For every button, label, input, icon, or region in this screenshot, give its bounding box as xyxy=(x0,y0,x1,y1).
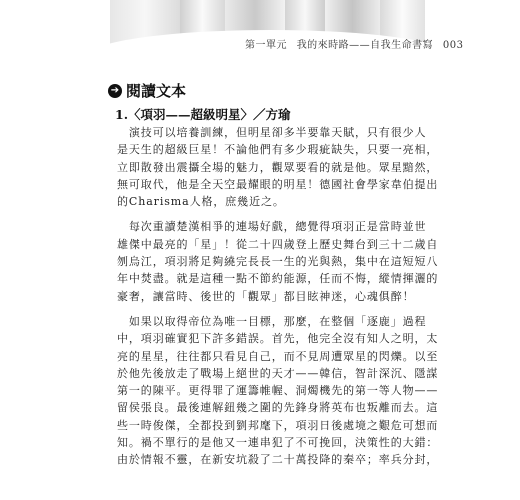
article-title: 1.〈項羽——超級明星〉／方瑜 xyxy=(115,107,291,122)
circled-arrow-icon: ➔ xyxy=(108,84,122,98)
page-number: 003 xyxy=(442,40,464,51)
text-line: 中，項羽確實犯下許多錯誤。首先，他完全沒有知人之明，太 xyxy=(117,332,439,346)
text-line: 留侯張良。最後連解鈕幾之圍的先鋒身將英布也叛離而去。這 xyxy=(117,401,439,415)
text-line: 由於情報不靈，在新安坑殺了二十萬投降的秦卒；率兵分封， xyxy=(117,453,439,467)
section-heading xyxy=(108,80,186,101)
text-line: 的Charisma人格，庶幾近之。 xyxy=(117,195,285,209)
section-heading-label: 閱讀文本 xyxy=(126,82,187,100)
paragraph xyxy=(117,124,439,210)
text-line: 如果以取得帝位為唯一目標，那麼，在整個「逐鹿」過程 xyxy=(117,314,427,328)
text-line: 演技可以培養訓練，但明星卻多半要靠天賦，只有很少人 xyxy=(117,126,427,139)
paragraph xyxy=(117,313,439,469)
text-line: 些一時俊傑，全都投到劉邦麾下，項羽日後處境之艱危可想而 xyxy=(117,418,439,432)
text-line: 雄傑中最亮的「星」！從二十四歲登上歷史舞台到三十二歲自 xyxy=(117,237,439,251)
text-line: 刎烏江，項羽將足夠繞完長長一生的光與熱，集中在這短短八 xyxy=(117,255,439,269)
text-line: 是天生的超級巨星！不論他們有多少瑕疵缺失，只要一亮相， xyxy=(117,143,439,157)
text-line: 第一的陳平。更得罪了運籌帷幄、洞燭機先的第一等人物—— xyxy=(117,384,439,398)
header-decoration xyxy=(110,0,425,62)
text-line: 知。禍不單行的是他又一連串犯了不可挽回，決策性的大錯： xyxy=(117,436,439,450)
text-line: 豪奢，讓當時、後世的「觀眾」都目眩神迷，心魂俱醉！ xyxy=(117,289,415,303)
text-line: 每次重讀楚漢相爭的連場好戲，總覺得項羽正是當時並世 xyxy=(117,220,427,234)
text-line: 於他先後放走了戰場上絕世的天才——韓信，智計深沉、隱謀 xyxy=(117,366,439,380)
article-body xyxy=(117,124,439,469)
text-line: 年中焚盡。就是這種一點不節約能源，任而不悔，縱情揮灑的 xyxy=(117,272,439,286)
paragraph xyxy=(117,218,439,304)
chapter-title: 我的來時路——自我生命書寫 xyxy=(296,40,434,51)
text-line: 立即散發出震攝全場的魅力，觀眾要看的就是他。眾星黯然， xyxy=(117,160,439,174)
text-line: 無可取代，他是全天空最耀眼的明星！德國社會學家韋伯提出 xyxy=(117,177,439,191)
running-header xyxy=(245,36,463,51)
unit-label: 第一單元 xyxy=(245,40,287,51)
text-line: 亮的星星，往往都只看見自己，而不見周遭眾星的閃爍。以至 xyxy=(117,349,439,363)
